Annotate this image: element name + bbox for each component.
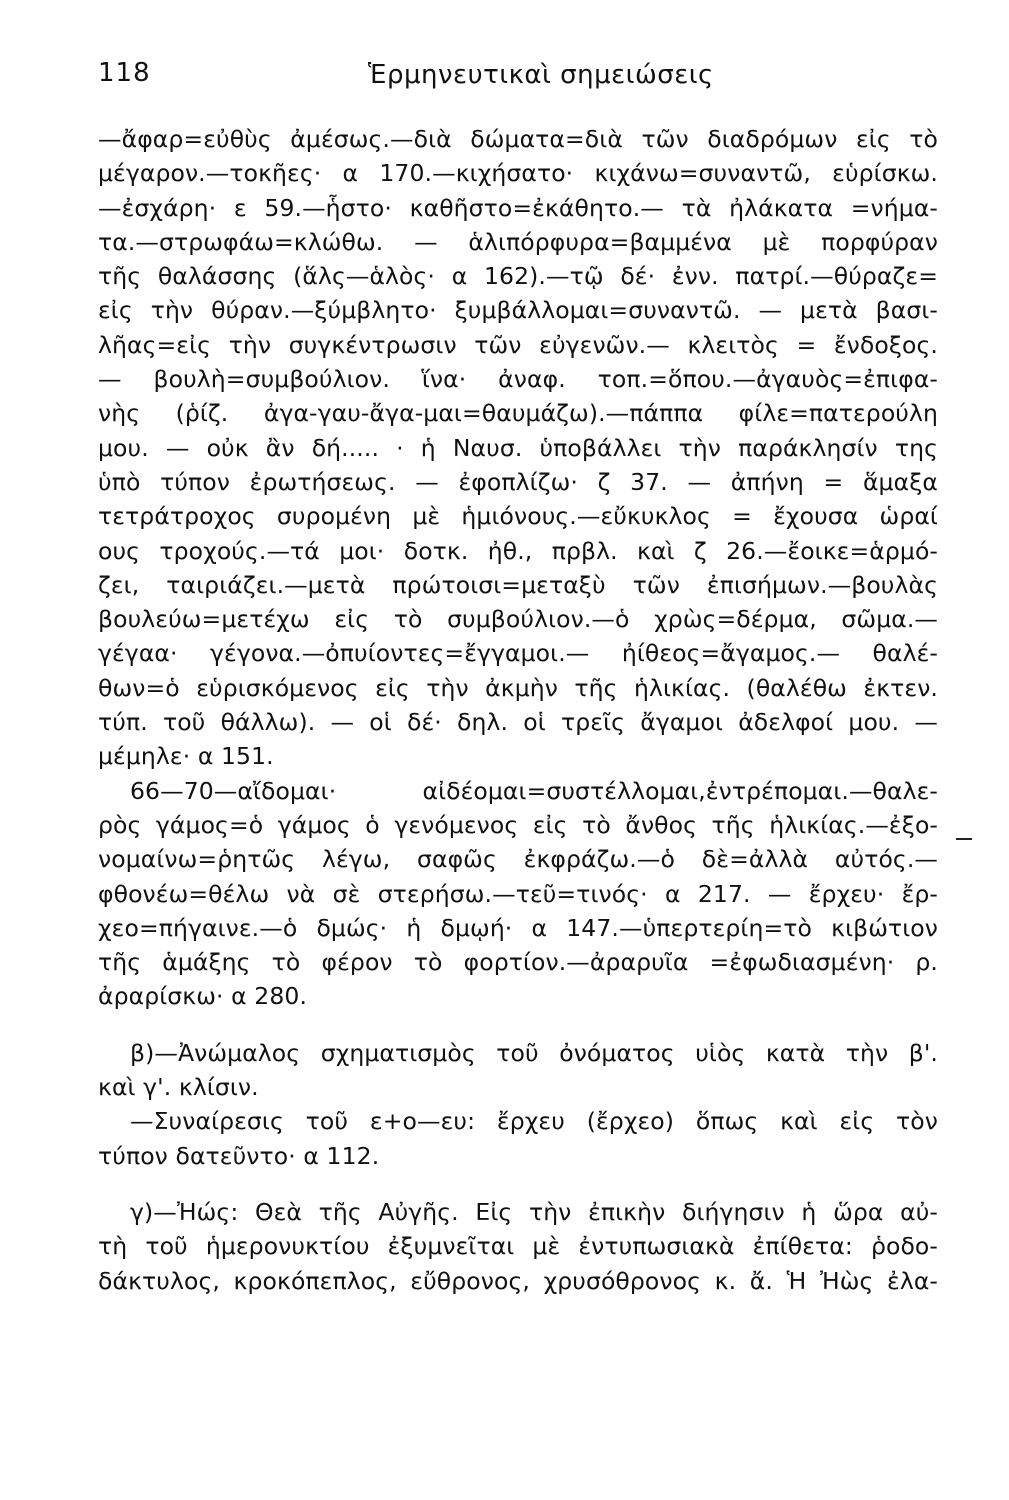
text-line: ρὸς γάμος=ὁ γάμος ὁ γενόμενος εἰς τὸ ἄνθος τῆς ἡλικίας.—ἐξο- <box>98 810 938 839</box>
text-line: τὴ τοῦ ἡμερονυκτίου ἐξυμνεῖται μὲ ἐντυπωσιακὰ ἐπίθετα: ῥοδο- <box>98 1232 938 1261</box>
text-line: γέγαα· γέγονα.—ὀπυίοντες=ἔγγαμοι.— ἠίθεος=ἄγαμος.— θαλέ- <box>98 639 938 668</box>
text-line: —Συναίρεσις τοῦ ε+ο—ευ: ἔρχευ (ἔρχεο) ὅπως καὶ εἰς τὸν <box>130 1107 938 1136</box>
text-line: εἰς τὴν θύραν.—ξύμβλητο· ξυμβάλλομαι=συναντῶ. — μετὰ βασι- <box>98 296 938 325</box>
text-line: θων=ὁ εὑρισκόμενος εἰς τὴν ἀκμὴν τῆς ἡλικίας. (θαλέθω ἐκτεν. <box>98 673 938 702</box>
text-line: φθονέω=θέλω νὰ σὲ στερήσω.—τεῦ=τινός· α 217. — ἔρχευ· ἔρ- <box>98 879 938 908</box>
text-line: ζει, ταιριάζει.—μετὰ πρώτοισι=μεταξὺ τῶν ἐπισήμων.—βουλὰς <box>98 570 938 599</box>
text-line: 66—70—αἴδομαι· αἰδέομαι=συστέλλομαι,ἐντρέπομαι.—θαλε- <box>130 776 938 805</box>
text-line: ους τροχούς.—τά μοι· δοτκ. ἠθ., πρβλ. καὶ ζ 26.—ἔοικε=ἁρμό- <box>98 536 938 565</box>
text-line: —ἄφαρ=εὐθὺς ἀμέσως.—διὰ δώματα=διὰ τῶν διαδρόμων εἰς τὸ <box>98 125 938 153</box>
text-line: νομαίνω=ῥητῶς λέγω, σαφῶς ἐκφράζω.—ὁ δὲ=ἀλλὰ αὐτός.— <box>98 845 938 874</box>
commentary-body <box>98 122 938 1298</box>
text-line: μου. — οὐκ ἂν δή..... · ἡ Ναυσ. ὑποβάλλει τὴν παράκλησίν της <box>98 433 938 462</box>
text-line: γ)—Ἠώς: Θεὰ τῆς Αὐγῆς. Εἰς τὴν ἐπικὴν διήγησιν ἡ ὥρα αὐ- <box>130 1197 938 1226</box>
text-line: λῆας=εἰς τὴν συγκέντρωσιν τῶν εὐγενῶν.— κλειτὸς = ἔνδοξος. <box>98 330 938 359</box>
text-line: τα.—στρωφάω=κλώθω. — ἁλιπόρφυρα=βαμμένα μὲ πορφύραν <box>98 227 938 256</box>
text-line: — βουλὴ=συμβούλιον. ἵνα· ἀναφ. τοπ.=ὅπου.—ἀγαυὸς=ἐπιφα- <box>98 365 938 394</box>
text-line: τετράτροχος συρομένη μὲ ἡμιόνους.—εὔκυκλος = ἔχουσα ὡραί <box>98 502 938 531</box>
text-line: τύπον δατεῦντο· α 112. <box>98 1141 380 1170</box>
text-line: ἀραρίσκω· α 280. <box>98 982 308 1011</box>
text-line: τύπ. τοῦ θάλλω). — οἱ δέ· δηλ. οἱ τρεῖς ἄγαμοι ἀδελφοί μου. — <box>98 708 938 737</box>
text-line: ὑπὸ τύπον ἐρωτήσεως. — ἐφοπλίζω· ζ 37. — ἀπήνη = ἅμαξα <box>98 467 938 496</box>
paragraph-gap <box>98 1173 938 1195</box>
text-line: τῆς θαλάσσης (ἅλς—ἁλὸς· α 162).—τῷ δέ· ἐνν. πατρί.—θύραζε= <box>98 262 938 291</box>
text-line: νὴς (ῥίζ. ἀγα-γαυ-ἄγα-μαι=θαυμάζω).—πάππα φίλε=πατερούλη <box>98 399 938 428</box>
text-line: δάκτυλος, κροκόπεπλος, εὔθρονος, χρυσόθρονος κ. ἄ. Ἡ Ἠὼς ἐλα- <box>98 1266 938 1295</box>
text-line: β)—Ἀνώμαλος σχηματισμὸς τοῦ ὀνόματος υἱὸς κατὰ τὴν β'. <box>130 1038 938 1067</box>
text-line: χεο=πήγαινε.—ὁ δμώς· ἡ δμῳή· α 147.—ὑπερτερίη=τὸ κιβώτιον <box>98 913 938 942</box>
margin-dash-mark <box>956 838 972 840</box>
text-line: —ἐσχάρη· ε 59.—ἧστο· καθῆστο=ἐκάθητο.— τὰ ἠλάκατα =νήμα- <box>98 193 938 222</box>
text-line: καὶ γ'. κλίσιν. <box>98 1073 259 1102</box>
text-line: μέγαρον.—τοκῆες· α 170.—κιχήσατο· κιχάνω=συναντῶ, εὑρίσκω. <box>98 159 938 188</box>
page-number: 118 <box>98 58 151 88</box>
running-title: Ἑρμηνευτικαὶ σημειώσεις <box>368 60 714 90</box>
text-line: τῆς ἁμάξης τὸ φέρον τὸ φορτίον.—ἀραρυῖα =ἐφωδιασμένη· ρ. <box>98 948 938 977</box>
paragraph-gap <box>98 1014 938 1036</box>
text-line: μέμηλε· α 151. <box>98 742 274 771</box>
page-header <box>98 58 928 98</box>
text-line: βουλεύω=μετέχω εἰς τὸ συμβούλιον.—ὁ χρὼς=δέρμα, σῶμα.— <box>98 605 938 634</box>
